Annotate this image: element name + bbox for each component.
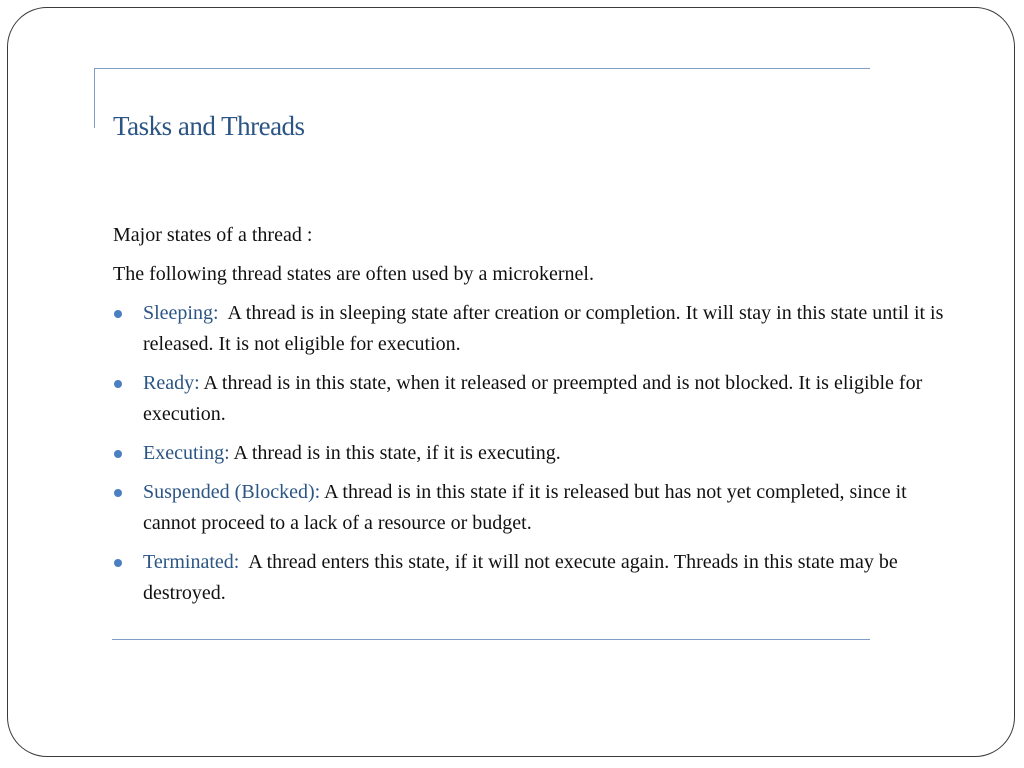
thread-state-list — [113, 298, 953, 609]
list-item — [113, 368, 953, 430]
intro-line-2: The following thread states are often used by a microkernel. — [113, 263, 594, 285]
list-item — [113, 547, 953, 609]
state-description: A thread is in this state, when it released or preempted and is not blocked. It is eligible for execution. — [143, 372, 928, 425]
list-item — [113, 438, 953, 469]
slide-title: Tasks and Threads — [113, 111, 305, 141]
state-description: A thread enters this state, if it will not execute again. Threads in this state may be destroyed. — [143, 551, 903, 604]
state-description: A thread is in this state, if it is executing. — [229, 442, 561, 464]
state-term: Suspended (Blocked): — [143, 481, 321, 503]
list-item — [113, 298, 953, 360]
title-top-rule — [94, 68, 870, 69]
bullet-dot-icon — [114, 310, 122, 318]
bullet-dot-icon — [114, 450, 122, 458]
bullet-dot-icon — [114, 489, 122, 497]
state-term: Ready: — [143, 372, 200, 394]
state-description: A thread is in this state if it is released but has not yet completed, since it cannot proceed to a lack of a resource or budget. — [143, 481, 912, 534]
list-item — [113, 477, 953, 539]
state-term: Terminated: — [143, 551, 240, 573]
intro-line-1: Major states of a thread : — [113, 224, 313, 246]
bullet-dot-icon — [114, 559, 122, 567]
state-term: Executing: — [143, 442, 230, 464]
bullet-dot-icon — [114, 380, 122, 388]
title-left-rule — [94, 68, 95, 128]
state-description: A thread is in sleeping state after creation or completion. It will stay in this state until it is released. It is not eligible for execution. — [143, 302, 949, 355]
bottom-rule — [112, 639, 870, 640]
slide-content — [113, 220, 953, 617]
state-term: Sleeping: — [143, 302, 219, 324]
